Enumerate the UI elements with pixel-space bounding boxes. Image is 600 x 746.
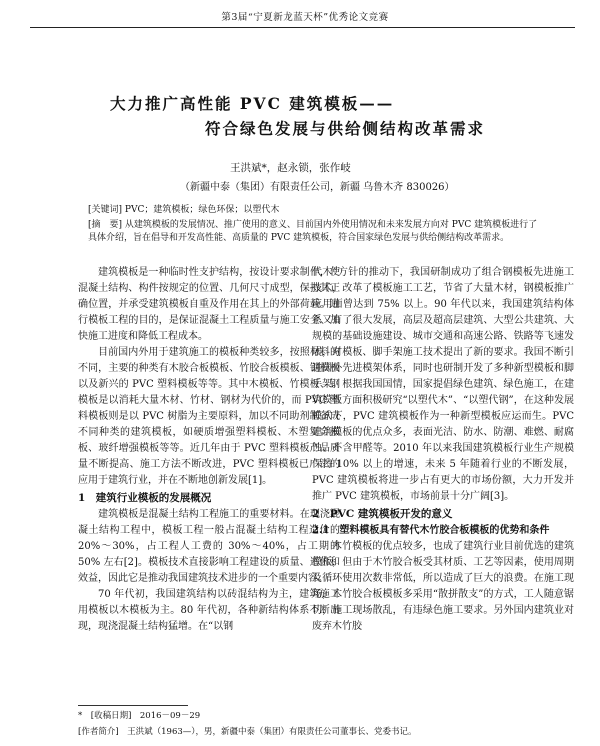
keywords	[88, 202, 279, 215]
paragraph: 目前国内外用于建筑施工的模板种类较多，按照材料的不同，主要的种类有木胶合板模板、竹胶合板模板、钢模板以及新兴的 PVC 塑料模板等等。其中木模板、竹模板、钢模板是以消耗大量木材、竹材、钢材为代价的，而 PVC 塑料模板则是以 PVC 树脂为主要原料，加以不同助剂制备成不同种类的建筑模板，如硬质增强塑料模板、木塑复合模板、玻纤增强模板等等。近几年由于 PVC 塑料模板产品质量不断提高、施工方法不断改进，PVC 塑料模板已广泛的应用于建筑行业，并在不断地创新发展[1]。	[78, 347, 340, 486]
abstract-label: [摘 要]	[88, 220, 123, 230]
paragraph: 建筑模板是一种临时性支护结构，按设计要求制作，使混凝土结构、构件按规定的位置、几何尺寸成型，保持其正确位置，并承受建筑模板自重及作用在其上的外部荷载。进行模板工程的目的，是保证混凝土工程质量与施工安全、加快施工进度和降低工程成本。	[78, 267, 340, 342]
abstract	[88, 219, 538, 245]
footnote-author: [作者简介] 王洪斌（1963—），男，新疆中泰（集团）有限责任公司董事长、党委书记。	[78, 727, 417, 737]
section-heading: 2 PVC 建筑模板开发的意义	[312, 508, 453, 520]
running-header: 第3届“宁夏新龙蓝天杯”优秀论文竞赛	[221, 12, 389, 23]
paragraph: 建筑模板是混凝土结构工程施工的重要材料。在现浇混凝土结构工程中，模板工程一般占混凝土结构工程造价的 20%～30%，占工程人工费的 30%～40%，占工期的 50% 左右[2]。模板技术直接影响工程建设的质量、造价和效益，因此它是推动我国建筑技术进步的一个重要内容。	[78, 509, 340, 584]
paragraph: 70 年代初，我国建筑结构以砖混结构为主，建筑施工用模板以木模板为主。80 年代初，各种新结构体系不断出现，现浇混凝土结构猛增。在“以钢	[78, 589, 340, 632]
section-heading: 1 建筑行业模板的发展概况	[78, 492, 212, 504]
paragraph: 代木”方针的推动下，我国研制成功了组合钢模板先进施工技术，改革了模板施工工艺，节省了大量木材，钢模板推广应用面曾达到 75% 以上。90 年代以来，我国建筑结构体系又有了很大发展，高层及超高层建筑、大型公共建筑、大规模的基础设施建设、城市交通和高速公路、铁路等飞速发展，对模板、脚手架施工技术提出了新的要求。我国不断引进国外先进模架体系，同时也研制开发了多种新型模板和脚手架。根据我国国情，国家提倡绿色建筑、绿色施工，在建筑模板方面积极研究“以塑代木”、“以塑代钢”，在这种发展模式下，PVC 建筑模板作为一种新型模板应运而生。PVC 建筑模板的优点众多，表面光洁、防水、防潮、难燃、耐腐蚀、不含甲醛等。2010 年以来我国建筑模板行业生产规模保持 10% 以上的增速，未来 5 年随着行业的不断发展，PVC 建筑模板将进一步占有更大的市场份额，大力开发并推广 PVC 建筑模板，市场前景十分广阔[3]。	[312, 267, 574, 502]
header-rule	[30, 27, 575, 28]
authors: 王洪斌*，赵永锁，张作岐	[230, 162, 351, 174]
right-column	[312, 265, 574, 635]
footnote-received: * [收稿日期] 2016－09－29	[78, 711, 201, 721]
keywords-text: PVC；建筑模板；绿色环保；以塑代木	[124, 205, 280, 215]
footnote-rule	[78, 705, 188, 706]
affiliation: （新疆中泰（集团）有限责任公司，新疆 乌鲁木齐 830026）	[180, 182, 455, 193]
left-column	[78, 265, 340, 635]
subsection-heading: 2.1 塑料模板具有替代木竹胶合板模板的优势和条件	[312, 525, 550, 536]
title-line-2: 符合绿色发展与供给侧结构改革需求	[205, 119, 486, 138]
title-line-1: 大力推广高性能 PVC 建筑模板——	[110, 94, 395, 113]
paragraph: 木竹模板的优点较多，也成了建筑行业目前优选的建筑模板，但由于木竹胶合板受其材质、工艺等因素，使用周期及循环使用次数非常低，所以造成了巨大的浪费。在施工现场，木竹胶合板模板多采用“散拼散支”的方式，工人随意锯切，施工现场散乱，有违绿色施工要求。另外国内建筑业对废弃木竹胶	[312, 541, 574, 632]
abstract-text: 从建筑模板的发展情况、推广使用的意义、目前国内外使用情况和未来发展方向对 PVC 建筑模板进行了具体介绍，旨在倡导和开发高性能、高质量的 PVC 建筑模板，符合国家绿色发展与供给侧结构改革需求。	[88, 220, 538, 243]
keywords-label: [关键词]	[88, 205, 123, 215]
